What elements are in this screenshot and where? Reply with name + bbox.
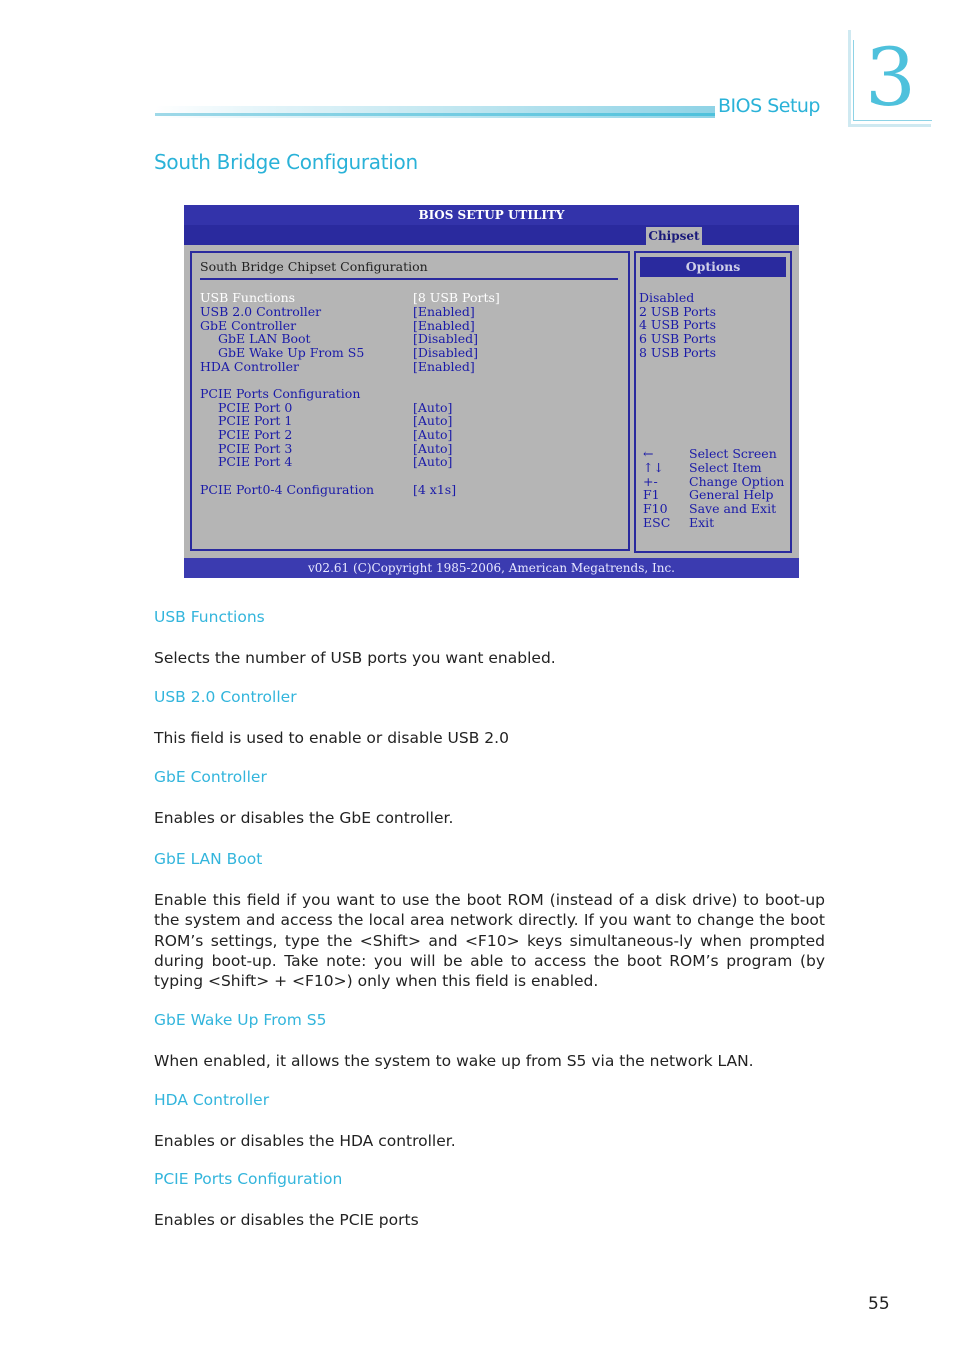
key-label: ESC bbox=[643, 515, 671, 530]
bios-screen bbox=[184, 205, 799, 578]
section-heading-pcie-ports: PCIE Ports Configuration bbox=[154, 1170, 343, 1188]
section-heading-gbe-controller: GbE Controller bbox=[154, 768, 267, 786]
option-item[interactable]: 4 USB Ports bbox=[639, 317, 717, 332]
option-item[interactable]: 2 USB Ports bbox=[639, 304, 717, 319]
setting-value: [Disabled] bbox=[413, 345, 479, 360]
setting-label: PCIE Port 1 bbox=[218, 413, 293, 428]
chapter-number: 3 bbox=[865, 31, 916, 124]
key-label: F10 bbox=[643, 501, 668, 516]
bios-title-bar: BIOS SETUP UTILITY bbox=[184, 205, 799, 225]
key-label: F1 bbox=[643, 487, 660, 502]
key-description: Select Item bbox=[689, 460, 762, 475]
section-body-pcie-ports: Enables or disables the PCIE ports bbox=[154, 1211, 419, 1229]
section-heading-usb-functions: USB Functions bbox=[154, 608, 265, 626]
section-body-gbe-controller: Enables or disables the GbE controller. bbox=[154, 809, 454, 827]
section-body-gbe-lan-boot: Enable this field if you want to use the boot ROM (instead of a disk drive) to boot-up the system and access the local area network directly. If you want to change the boot ROM’s settings, type the <Shift> and <F10> keys simultaneous-ly when prompted during boot-up. Take note: you will be able to access the boot ROM’s program (by typing <Shift> + <F10>) only when this field is enabled. bbox=[154, 891, 825, 991]
option-item[interactable]: 6 USB Ports bbox=[639, 331, 717, 346]
setting-value: [Auto] bbox=[413, 400, 453, 415]
setting-value: [Enabled] bbox=[413, 318, 475, 333]
section-heading-usb20: USB 2.0 Controller bbox=[154, 688, 297, 706]
setting-value: [8 USB Ports] bbox=[413, 290, 500, 305]
key-description: Exit bbox=[689, 515, 715, 530]
setting-label: HDA Controller bbox=[200, 359, 299, 374]
tab-chipset[interactable]: Chipset bbox=[646, 227, 702, 245]
setting-value: [Disabled] bbox=[413, 331, 479, 346]
bios-tab-bar bbox=[184, 225, 799, 245]
section-heading-gbe-wake: GbE Wake Up From S5 bbox=[154, 1011, 327, 1029]
setting-value: [Enabled] bbox=[413, 304, 475, 319]
key-description: Change Option bbox=[689, 474, 785, 489]
setting-label: PCIE Port 0 bbox=[218, 400, 293, 415]
setting-label: GbE Controller bbox=[200, 318, 297, 333]
page-number: 55 bbox=[868, 1294, 890, 1314]
option-item[interactable]: 8 USB Ports bbox=[639, 345, 717, 360]
bios-footer: v02.61 (C)Copyright 1985-2006, American Megatrends, Inc. bbox=[184, 558, 799, 578]
setting-value: [Auto] bbox=[413, 441, 453, 456]
section-body-gbe-wake: When enabled, it allows the system to wake up from S5 via the network LAN. bbox=[154, 1052, 754, 1070]
key-label: ← bbox=[643, 446, 654, 461]
option-item[interactable]: Disabled bbox=[639, 290, 695, 305]
setting-value: [Auto] bbox=[413, 427, 453, 442]
setting-label: PCIE Ports Configuration bbox=[200, 386, 361, 401]
header-rule bbox=[155, 113, 715, 116]
panel-heading: South Bridge Chipset Configuration bbox=[200, 259, 428, 274]
setting-value: [4 x1s] bbox=[413, 482, 457, 497]
key-description: Save and Exit bbox=[689, 501, 777, 516]
setting-label: PCIE Port0-4 Configuration bbox=[200, 482, 375, 497]
key-label: ↑↓ bbox=[643, 460, 664, 475]
setting-label: GbE LAN Boot bbox=[218, 331, 311, 346]
setting-label: PCIE Port 4 bbox=[218, 454, 293, 469]
setting-value: [Enabled] bbox=[413, 359, 475, 374]
section-body-usb-functions: Selects the number of USB ports you want enabled. bbox=[154, 649, 556, 667]
header-gradient-bar bbox=[155, 106, 715, 118]
section-body-hda: Enables or disables the HDA controller. bbox=[154, 1132, 456, 1150]
page-title: South Bridge Configuration bbox=[154, 150, 418, 174]
setting-label: PCIE Port 3 bbox=[218, 441, 293, 456]
section-title: BIOS Setup bbox=[718, 95, 820, 117]
key-description: Select Screen bbox=[689, 446, 777, 461]
bios-help-panel bbox=[634, 251, 792, 553]
options-header: Options bbox=[640, 257, 786, 277]
key-description: General Help bbox=[689, 487, 774, 502]
section-heading-hda: HDA Controller bbox=[154, 1091, 270, 1109]
key-label: +- bbox=[643, 474, 658, 489]
setting-label: USB Functions bbox=[200, 290, 296, 305]
panel-heading-rule bbox=[200, 278, 618, 280]
setting-value: [Auto] bbox=[413, 413, 453, 428]
setting-label: USB 2.0 Controller bbox=[200, 304, 322, 319]
section-body-usb20: This field is used to enable or disable USB 2.0 bbox=[154, 729, 509, 747]
bios-settings-panel bbox=[190, 251, 630, 551]
section-heading-gbe-lan-boot: GbE LAN Boot bbox=[154, 850, 263, 868]
setting-value: [Auto] bbox=[413, 454, 453, 469]
setting-label: GbE Wake Up From S5 bbox=[218, 345, 365, 360]
setting-label: PCIE Port 2 bbox=[218, 427, 293, 442]
